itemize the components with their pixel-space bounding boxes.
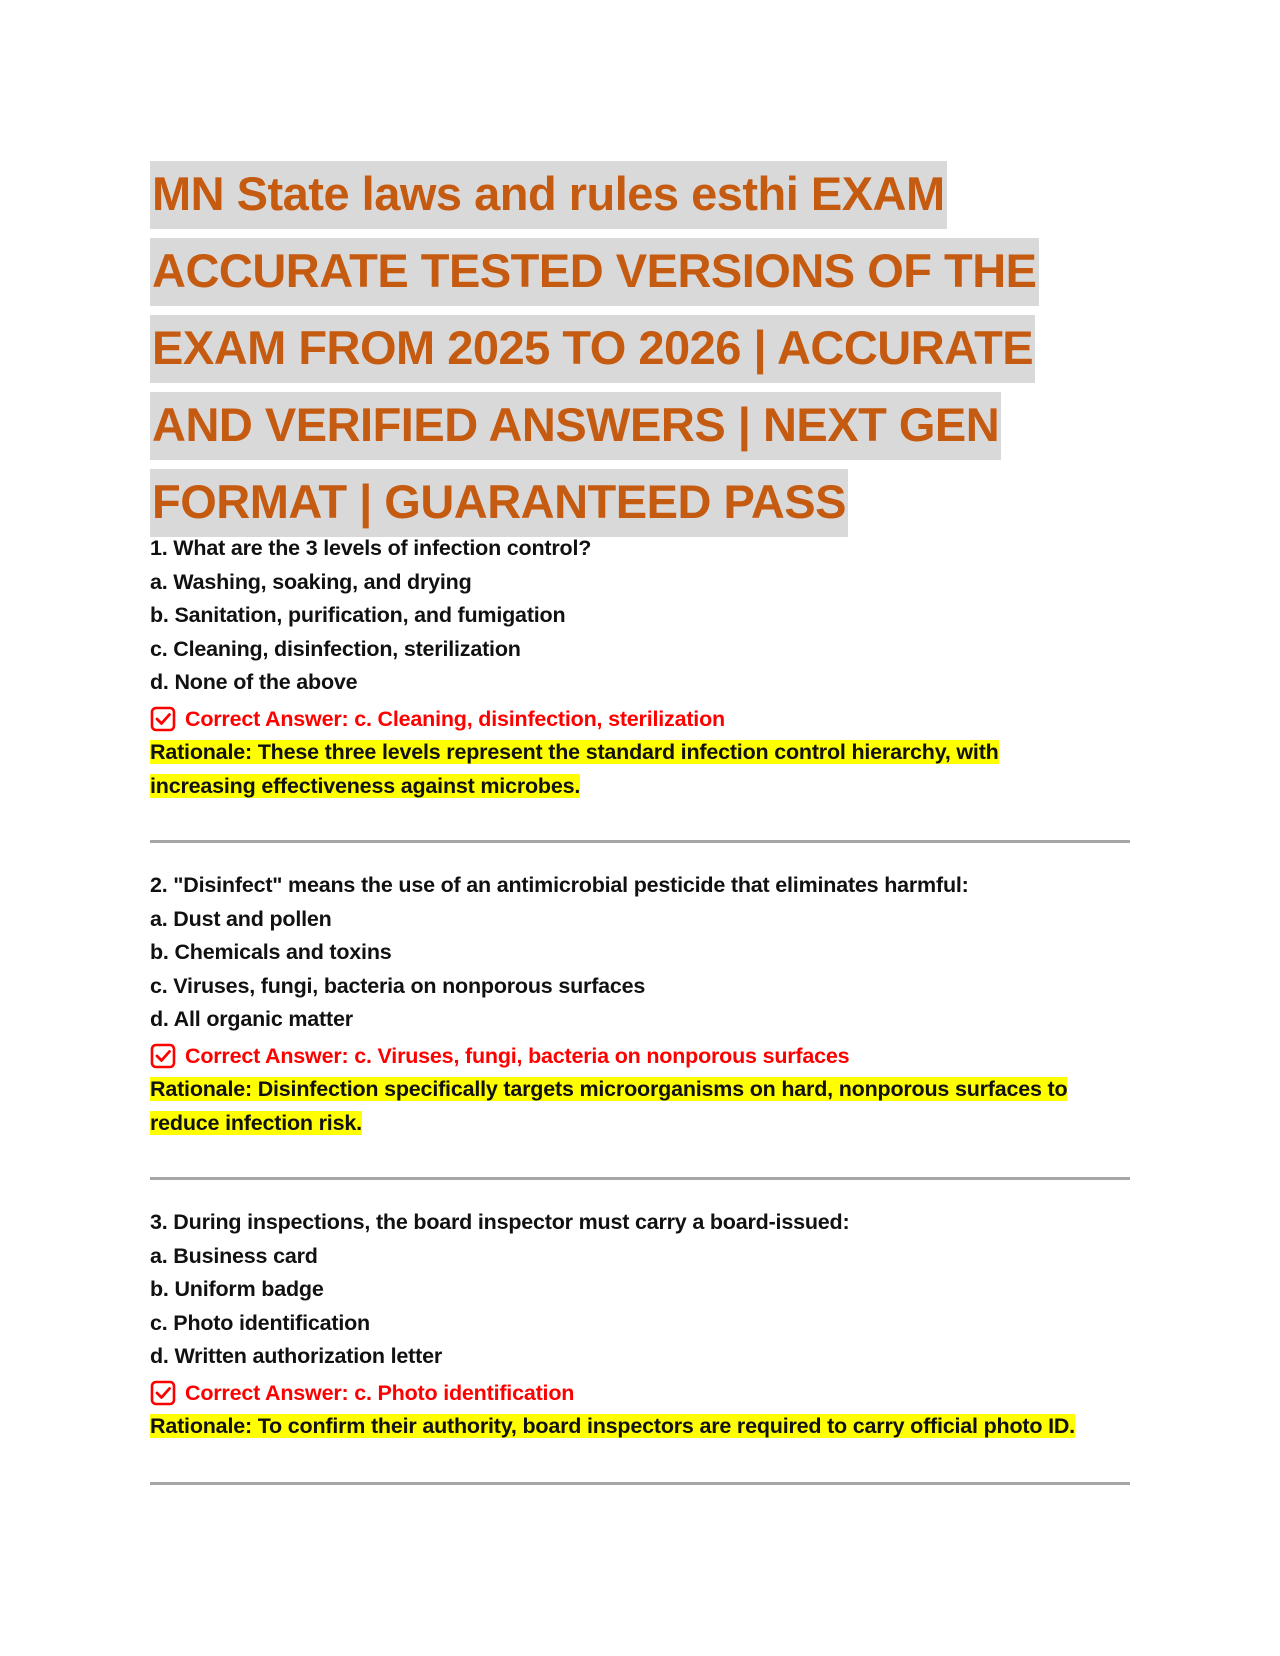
option-c: c. Photo identification — [150, 1310, 370, 1335]
question-text: 1. What are the 3 levels of infection control? — [150, 536, 592, 560]
option-c: c. Cleaning, disinfection, sterilization — [150, 636, 521, 661]
option-d: d. None of the above — [150, 670, 358, 694]
rationale — [150, 1073, 1130, 1140]
option-b: b. Uniform badge — [150, 1277, 324, 1301]
document-title — [150, 158, 1130, 543]
rationale-line: increasing effectiveness against microbes. — [150, 773, 581, 798]
rationale-line: reduce infection risk. — [150, 1110, 362, 1135]
question-block-3 — [150, 1206, 1130, 1444]
option-b: b. Sanitation, purification, and fumigation — [150, 603, 566, 627]
option-b: b. Chemicals and toxins — [150, 940, 392, 964]
question-text: 3. During inspections, the board inspector must carry a board-issued: — [150, 1210, 850, 1234]
title-line: FORMAT | GUARANTEED PASS — [150, 466, 1130, 543]
correct-answer-text: Correct Answer: c. Photo identification — [185, 1380, 575, 1405]
rationale — [150, 736, 1130, 803]
rationale-line: Rationale: Disinfection specifically targets microorganisms on hard, nonporous surfaces to — [150, 1077, 1068, 1101]
question-block-1 — [150, 532, 1130, 803]
divider — [150, 1482, 1130, 1485]
title-line: AND VERIFIED ANSWERS | NEXT GEN — [150, 389, 1130, 466]
checkbox-checked-icon — [150, 706, 176, 732]
option-a: a. Business card — [150, 1243, 318, 1268]
correct-answer — [150, 703, 1130, 737]
title-line: MN State laws and rules esthi EXAM — [150, 158, 1130, 235]
correct-answer-text: Correct Answer: c. Cleaning, disinfection, sterilization — [185, 706, 725, 731]
divider — [150, 1177, 1130, 1180]
divider — [150, 840, 1130, 843]
option-c: c. Viruses, fungi, bacteria on nonporous surfaces — [150, 973, 646, 998]
option-a: a. Washing, soaking, and drying — [150, 569, 472, 594]
correct-answer-text: Correct Answer: c. Viruses, fungi, bacteria on nonporous surfaces — [185, 1043, 850, 1068]
correct-answer — [150, 1040, 1130, 1074]
correct-answer — [150, 1377, 1130, 1411]
option-a: a. Dust and pollen — [150, 906, 332, 931]
rationale-line: Rationale: To confirm their authority, board inspectors are required to carry official photo ID. — [150, 1414, 1075, 1438]
document-content — [150, 158, 1130, 1485]
option-d: d. Written authorization letter — [150, 1344, 443, 1368]
rationale — [150, 1410, 1130, 1444]
title-line: EXAM FROM 2025 TO 2026 | ACCURATE — [150, 312, 1130, 389]
option-d: d. All organic matter — [150, 1007, 353, 1031]
title-line: ACCURATE TESTED VERSIONS OF THE — [150, 235, 1130, 312]
question-text: 2. "Disinfect" means the use of an antimicrobial pesticide that eliminates harmful: — [150, 873, 969, 897]
checkbox-checked-icon — [150, 1043, 176, 1069]
checkbox-checked-icon — [150, 1380, 176, 1406]
rationale-line: Rationale: These three levels represent the standard infection control hierarchy, with — [150, 740, 999, 764]
question-block-2 — [150, 869, 1130, 1140]
